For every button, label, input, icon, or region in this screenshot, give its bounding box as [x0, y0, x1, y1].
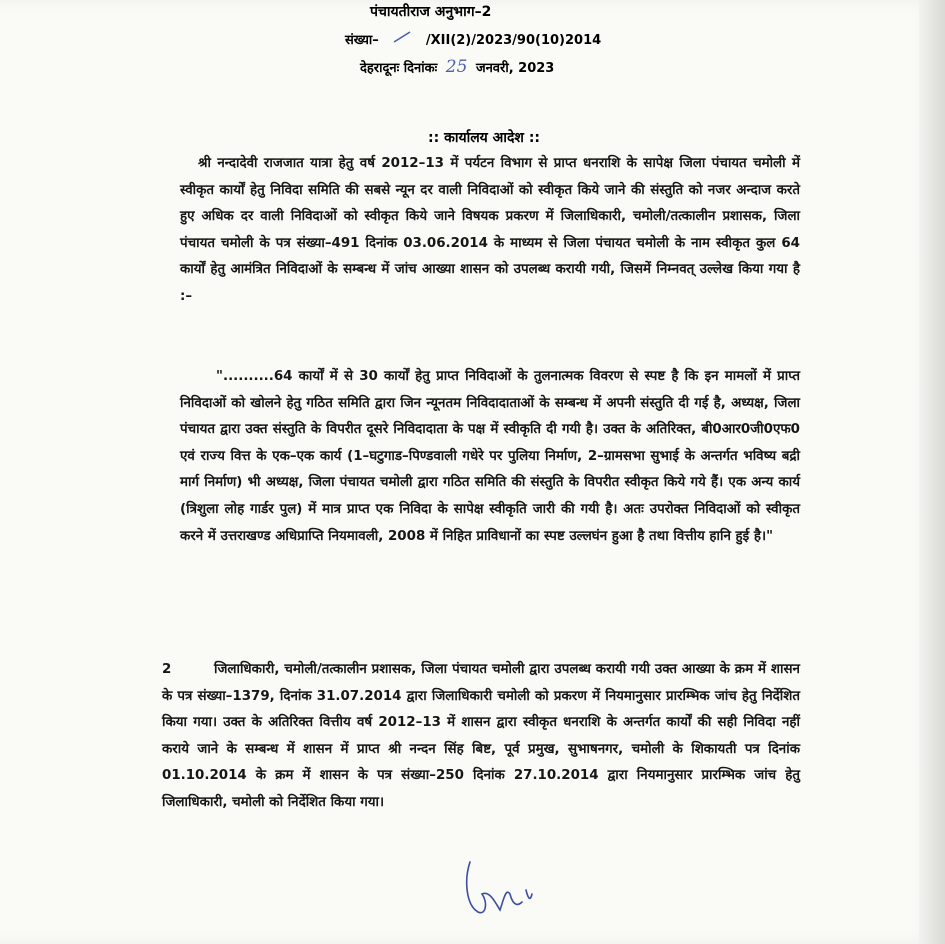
- place-date-label: देहरादूनः दिनांकः: [360, 61, 438, 76]
- paragraph-1: श्री नन्दादेवी राजजात यात्रा हेतु वर्ष 2012–13 में पर्यटन विभाग से प्राप्त धनराशि के सापेक्ष जिला पंचायत चमोली में स्वीकृत कार्यों हेतु निविदा समिति की सबसे न्यून दर वाली निविदाओं को स्वीकृत किये जाने की संस्तुति को नजर अन्दाज करते हुए अधिक दर वाली निविदाओं को स्वीकृत किये जाने विषयक प्रकरण में जिलाधिकारी, चमोली/तत्कालीन प्रशासक, जिला पंचायत चमोली के पत्र संख्या–491 दिनांक 03.06.2014 के माध्यम से जिला पंचायत चमोली के नाम स्वीकृत कुल 64 कार्यों हेतु आमंत्रित निविदाओं के सम्बन्ध में जांच आख्या शासन को उपलब्ध करायी गयी, जिसमें निम्नवत् उल्लेख किया गया है :–: [180, 156, 800, 304]
- page-edge-shadow: [919, 0, 945, 944]
- paragraph-number: 2: [162, 662, 172, 677]
- handwritten-day: 25: [445, 57, 468, 77]
- place-date-line: [360, 57, 554, 77]
- signature: [460, 850, 550, 930]
- number-label: संख्या–: [345, 33, 379, 48]
- paragraph-2: [162, 657, 800, 817]
- quoted-paragraph: "..........64 कार्यों में से 30 कार्यों हेतु प्राप्त निविदाओं के तुलनात्मक विवरण से स्पष्ट है कि इन मामलों में प्राप्त निविदाओं को खोलने हेतु गठित समिति द्वारा जिन न्यूनतम निविदादाताओं के सम्बन्ध में अपनी संस्तुति दी गई है, अध्यक्ष, जिला पंचायत द्वारा उक्त संस्तुति के विपरीत दूसरे निविदादाता के पक्ष में स्वीकृति दी गयी है। उक्त के अतिरिक्त, बी0आर0जी0एफ0 एवं राज्य वित्त के एक–एक कार्य (1–घटुगाड–पिण्डवाली गधेरे पर पुलिया निर्माण, 2–ग्रामसभा सुभाई के अन्तर्गत भविष्य बद्री मार्ग निर्माण) भी अध्यक्ष, जिला पंचायत चमोली द्वारा गठित समिति की संस्तुति के विपरीत स्वीकृत किये गये हैं। एक अन्य कार्य (त्रिशुला लोह गार्डर पुल) में मात्र प्राप्त एक निविदा के सापेक्ष स्वीकृति जारी की गयी है। अतः उपरोक्त निविदाओं को स्वीकृत करने में उत्तराखण्ड अधिप्राप्ति नियमावली, 2008 में निहित प्राविधानों का स्पष्ट उल्लघंन हुआ है तथा वित्तीय हानि हुई है।": [180, 369, 800, 544]
- paragraph-2-text: जिलाधिकारी, चमोली/तत्कालीन प्रशासक, जिला पंचायत चमोली द्वारा उपलब्ध करायी गयी उक्त आख्या के क्रम में शासन के पत्र संख्या–1379, दिनांक 31.07.2014 द्वारा जिलाधिकारी चमोली को प्रकरण में नियमानुसार प्रारम्भिक जांच हेतु निर्देशित किया गया। उक्त के अतिरिक्त वित्तीय वर्ष 2012–13 में शासन द्वारा स्वीकृत धनराशि के अन्तर्गत कार्यों की सही निविदा नहीं कराये जाने के सम्बन्ध में शासन में प्राप्त श्री नन्दन सिंह बिष्ट, पूर्व प्रमुख, सुभाषनगर, चमोली के शिकायती पत्र दिनांक 01.10.2014 के क्रम में शासन के पत्र संख्या–250 दिनांक 27.10.2014 द्वारा नियमानुसार प्रारम्भिक जांच हेतु जिलाधिकारी, चमोली को निर्देशित किया गया।: [162, 662, 800, 810]
- office-order-title: :: कार्यालय आदेश ::: [428, 130, 541, 146]
- handwritten-tick: [383, 30, 421, 48]
- order-number-line: [345, 30, 601, 48]
- tick-mark-icon: [392, 30, 412, 44]
- date-month-year: जनवरी, 2023: [475, 61, 555, 76]
- number-value: /XII(2)/2023/90(10)2014: [425, 33, 602, 48]
- department-heading: पंचायतीराज अनुभाग–2: [370, 4, 492, 20]
